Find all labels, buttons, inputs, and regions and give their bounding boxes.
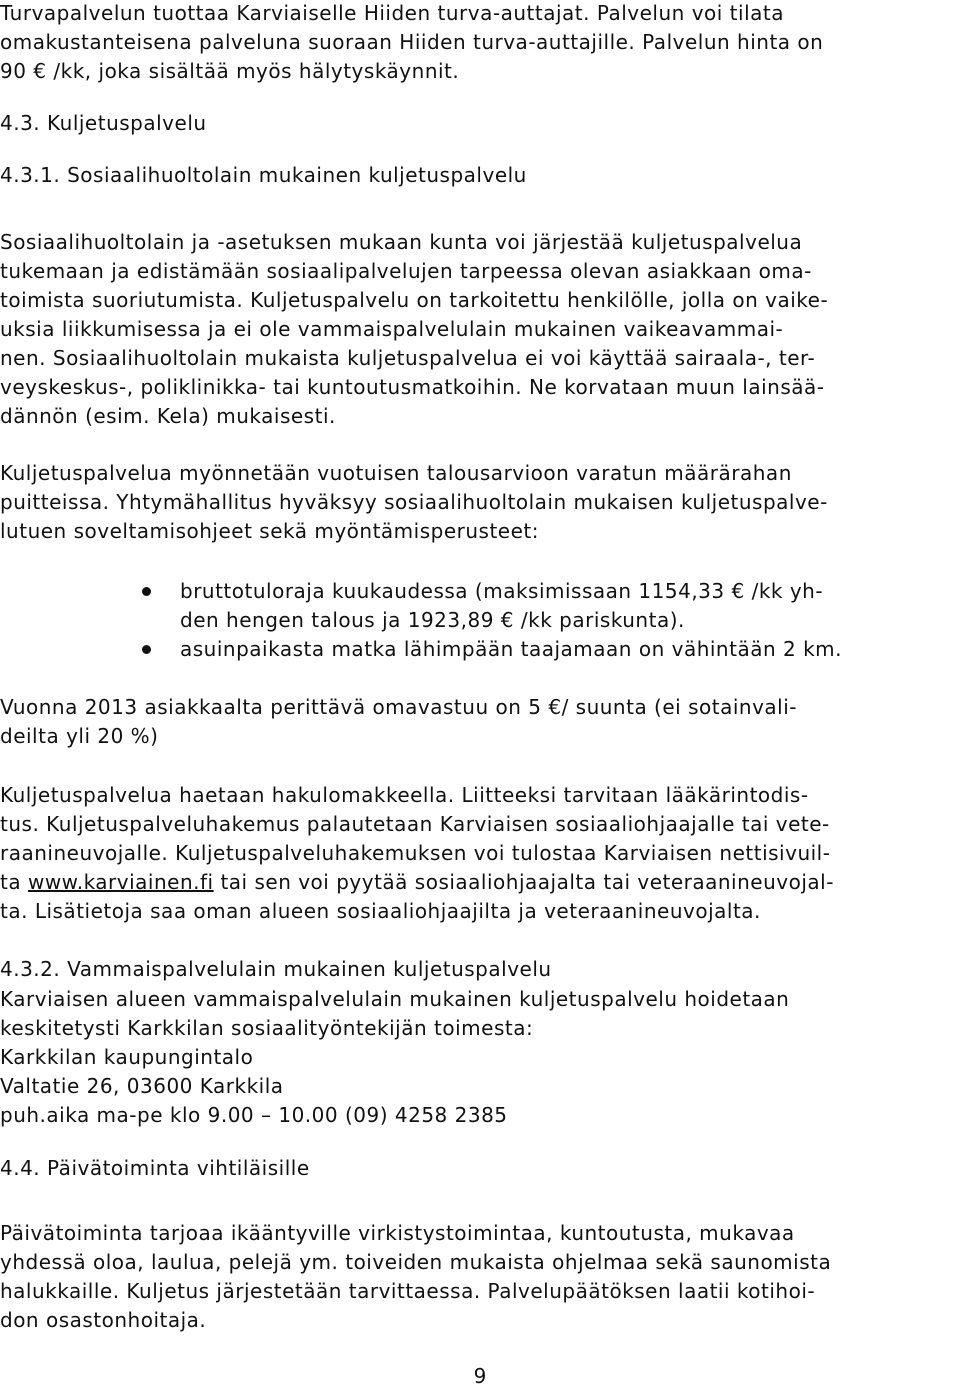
paragraph-line: tus. Kuljetuspalveluhakemus palautetaan Karviaisen sosiaaliohjaajalle tai vete- xyxy=(0,812,830,836)
paragraph-line: puitteissa. Yhtymähallitus hyväksyy sosiaalihuoltolain mukaisen kuljetuspalve- xyxy=(0,490,828,514)
website-link[interactable]: www.karviainen.fi xyxy=(27,870,214,894)
paragraph-line: keskitetysti Karkkilan sosiaalityöntekijän toimesta: xyxy=(0,1016,534,1040)
section-heading-4-3: 4.3. Kuljetuspalvelu xyxy=(0,111,207,135)
link-prefix: ta xyxy=(0,870,28,894)
paragraph-line: lutuen soveltamisohjeet sekä myöntämisperusteet: xyxy=(0,519,539,543)
address-line: Valtatie 26, 03600 Karkkila xyxy=(0,1074,284,1098)
phone-line: puh.aika ma-pe klo 9.00 – 10.00 (09) 4258 2385 xyxy=(0,1103,508,1127)
paragraph-line: Päivätoiminta tarjoaa ikääntyville virkistystoimintaa, kuntoutusta, mukavaa xyxy=(0,1221,795,1245)
page-number: 9 xyxy=(473,1364,487,1388)
intro-line: 90 € /kk, joka sisältää myös hälytyskäynnit. xyxy=(0,59,460,83)
paragraph-line: ta. Lisätietoja saa oman alueen sosiaaliohjaajilta ja veteraanineuvojalta. xyxy=(0,899,761,923)
link-suffix: tai sen voi pyytää sosiaaliohjaajalta tai veteraanineuvojal- xyxy=(213,870,834,894)
paragraph-line: Vuonna 2013 asiakkaalta perittävä omavastuu on 5 €/ suunta (ei sotainvali- xyxy=(0,695,797,719)
paragraph-line: Sosiaalihuoltolain ja -asetuksen mukaan kunta voi järjestää kuljetuspalvelua xyxy=(0,230,803,254)
paragraph-line: veyskeskus-, poliklinikka- tai kuntoutusmatkoihin. Ne korvataan muun lainsää- xyxy=(0,375,825,399)
section-heading-4-3-2: 4.3.2. Vammaispalvelulain mukainen kuljetuspalvelu xyxy=(0,957,552,981)
bullet-item-line: asuinpaikasta matka lähimpään taajamaan on vähintään 2 km. xyxy=(180,637,842,661)
paragraph-line: halukkaille. Kuljetus järjestetään tarvittaessa. Palvelupäätöksen laatii kotihoi- xyxy=(0,1279,816,1303)
paragraph-line: yhdessä oloa, laulua, pelejä ym. toiveiden mukaista ohjelmaa sekä saunomista xyxy=(0,1250,832,1274)
intro-line: Turvapalvelun tuottaa Karviaiselle Hiiden turva-auttajat. Palvelun voi tilata xyxy=(0,1,784,25)
bullet-dot xyxy=(142,645,151,654)
section-heading-4-4: 4.4. Päivätoiminta vihtiläisille xyxy=(0,1156,310,1180)
section-heading-4-3-1: 4.3.1. Sosiaalihuoltolain mukainen kuljetuspalvelu xyxy=(0,163,527,187)
paragraph-line: toimista suoriutumista. Kuljetuspalvelu on tarkoitettu henkilölle, jolla on vaike- xyxy=(0,288,829,312)
paragraph-line: dännön (esim. Kela) mukaisesti. xyxy=(0,404,336,428)
bullet-item-line: den hengen talous ja 1923,89 € /kk pariskunta). xyxy=(180,608,685,632)
paragraph-line: uksia liikkumisessa ja ei ole vammaispalvelulain mukainen vaikeavammai- xyxy=(0,317,784,341)
paragraph-line: Kuljetuspalvelua myönnetään vuotuisen talousarvioon varatun määrärahan xyxy=(0,461,792,485)
paragraph-line: tukemaan ja edistämään sosiaalipalvelujen tarpeessa olevan asiakkaan oma- xyxy=(0,259,812,283)
paragraph-line: Kuljetuspalvelua haetaan hakulomakkeella. Liitteeksi tarvitaan lääkärintodis- xyxy=(0,783,809,807)
paragraph-line-with-link xyxy=(0,869,834,895)
intro-line: omakustanteisena palveluna suoraan Hiiden turva-auttajille. Palvelun hinta on xyxy=(0,30,824,54)
paragraph-line: Karviaisen alueen vammaispalvelulain mukainen kuljetuspalvelu hoidetaan xyxy=(0,987,790,1011)
bullet-item-line: bruttotuloraja kuukaudessa (maksimissaan 1154,33 € /kk yh- xyxy=(180,579,824,603)
address-line: Karkkilan kaupungintalo xyxy=(0,1045,254,1069)
bullet-dot xyxy=(142,587,151,596)
paragraph-line: raanineuvojalle. Kuljetuspalveluhakemuksen voi tulostaa Karviaisen nettisivuil- xyxy=(0,841,831,865)
paragraph-line: deilta yli 20 %) xyxy=(0,724,159,748)
paragraph-line: nen. Sosiaalihuoltolain mukaista kuljetuspalvelua ei voi käyttää sairaala-, ter- xyxy=(0,346,816,370)
paragraph-line: don osastonhoitaja. xyxy=(0,1308,207,1332)
